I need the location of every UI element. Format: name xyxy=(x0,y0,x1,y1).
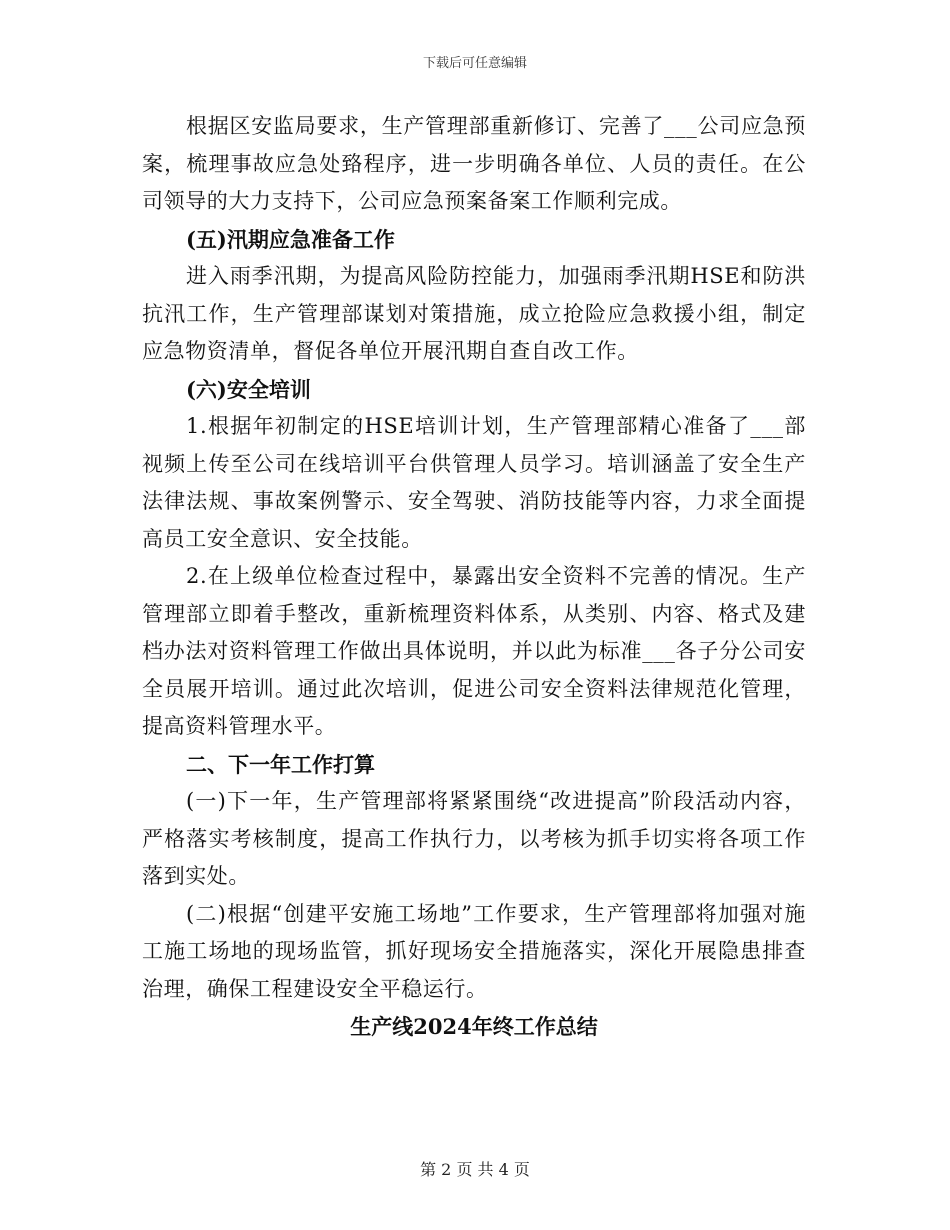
paragraph-training-documents: 2.在上级单位检查过程中，暴露出安全资料不完善的情况。生产管理部立即着手整改，重新梳理资料体系，从类别、内容、格式及建档办法对资料管理工作做出具体说明，并以此为标准___各子分公司安全员展开培训。通过此次培训，促进公司安全资料法律规范化管理，提高资料管理水平。 xyxy=(142,564,806,738)
paragraph-flood-season: 进入雨季汛期，为提高风险防控能力，加强雨季汛期HSE和防洪抗汛工作，生产管理部谋划对策措施，成立抢险应急救援小组，制定应急物资清单，督促各单位开展汛期自查自改工作。 xyxy=(142,264,806,363)
paragraph-next-year-1: (一)下一年，生产管理部将紧紧围绕“改进提高”阶段活动内容，严格落实考核制度，提高工作执行力，以考核为抓手切实将各项工作落到实处。 xyxy=(142,789,806,888)
page-footer: 第 2 页 共 4 页 xyxy=(420,1160,530,1179)
document-title: 生产线2024年终工作总结 xyxy=(350,1014,598,1039)
section-heading-next-year: 二、下一年工作打算 xyxy=(186,751,375,777)
paragraph-training-plan: 1.根据年初制定的HSE培训计划，生产管理部精心准备了___部视频上传至公司在线培训平台供管理人员学习。培训涵盖了安全生产法律法规、事故案例警示、安全驾驶、消防技能等内容，力求全面提高员工安全意识、安全技能。 xyxy=(142,414,806,551)
section-heading-flood-season: (五)汛期应急准备工作 xyxy=(186,226,395,252)
paragraph-next-year-2: (二)根据“创建平安施工场地”工作要求，生产管理部将加强对施工施工场地的现场监管，抓好现场安全措施落实，深化开展隐患排查治理，确保工程建设安全平稳运行。 xyxy=(142,901,806,1001)
section-heading-safety-training: (六)安全培训 xyxy=(186,376,311,402)
page-header: 下载后可任意编辑 xyxy=(422,56,527,71)
paragraph-emergency-plan: 根据区安监局要求，生产管理部重新修订、完善了___公司应急预案，梳理事故应急处臵程序，进一步明确各单位、人员的责任。在公司领导的大力支持下，公司应急预案备案工作顺利完成。 xyxy=(142,114,806,213)
document-body xyxy=(142,108,806,1046)
